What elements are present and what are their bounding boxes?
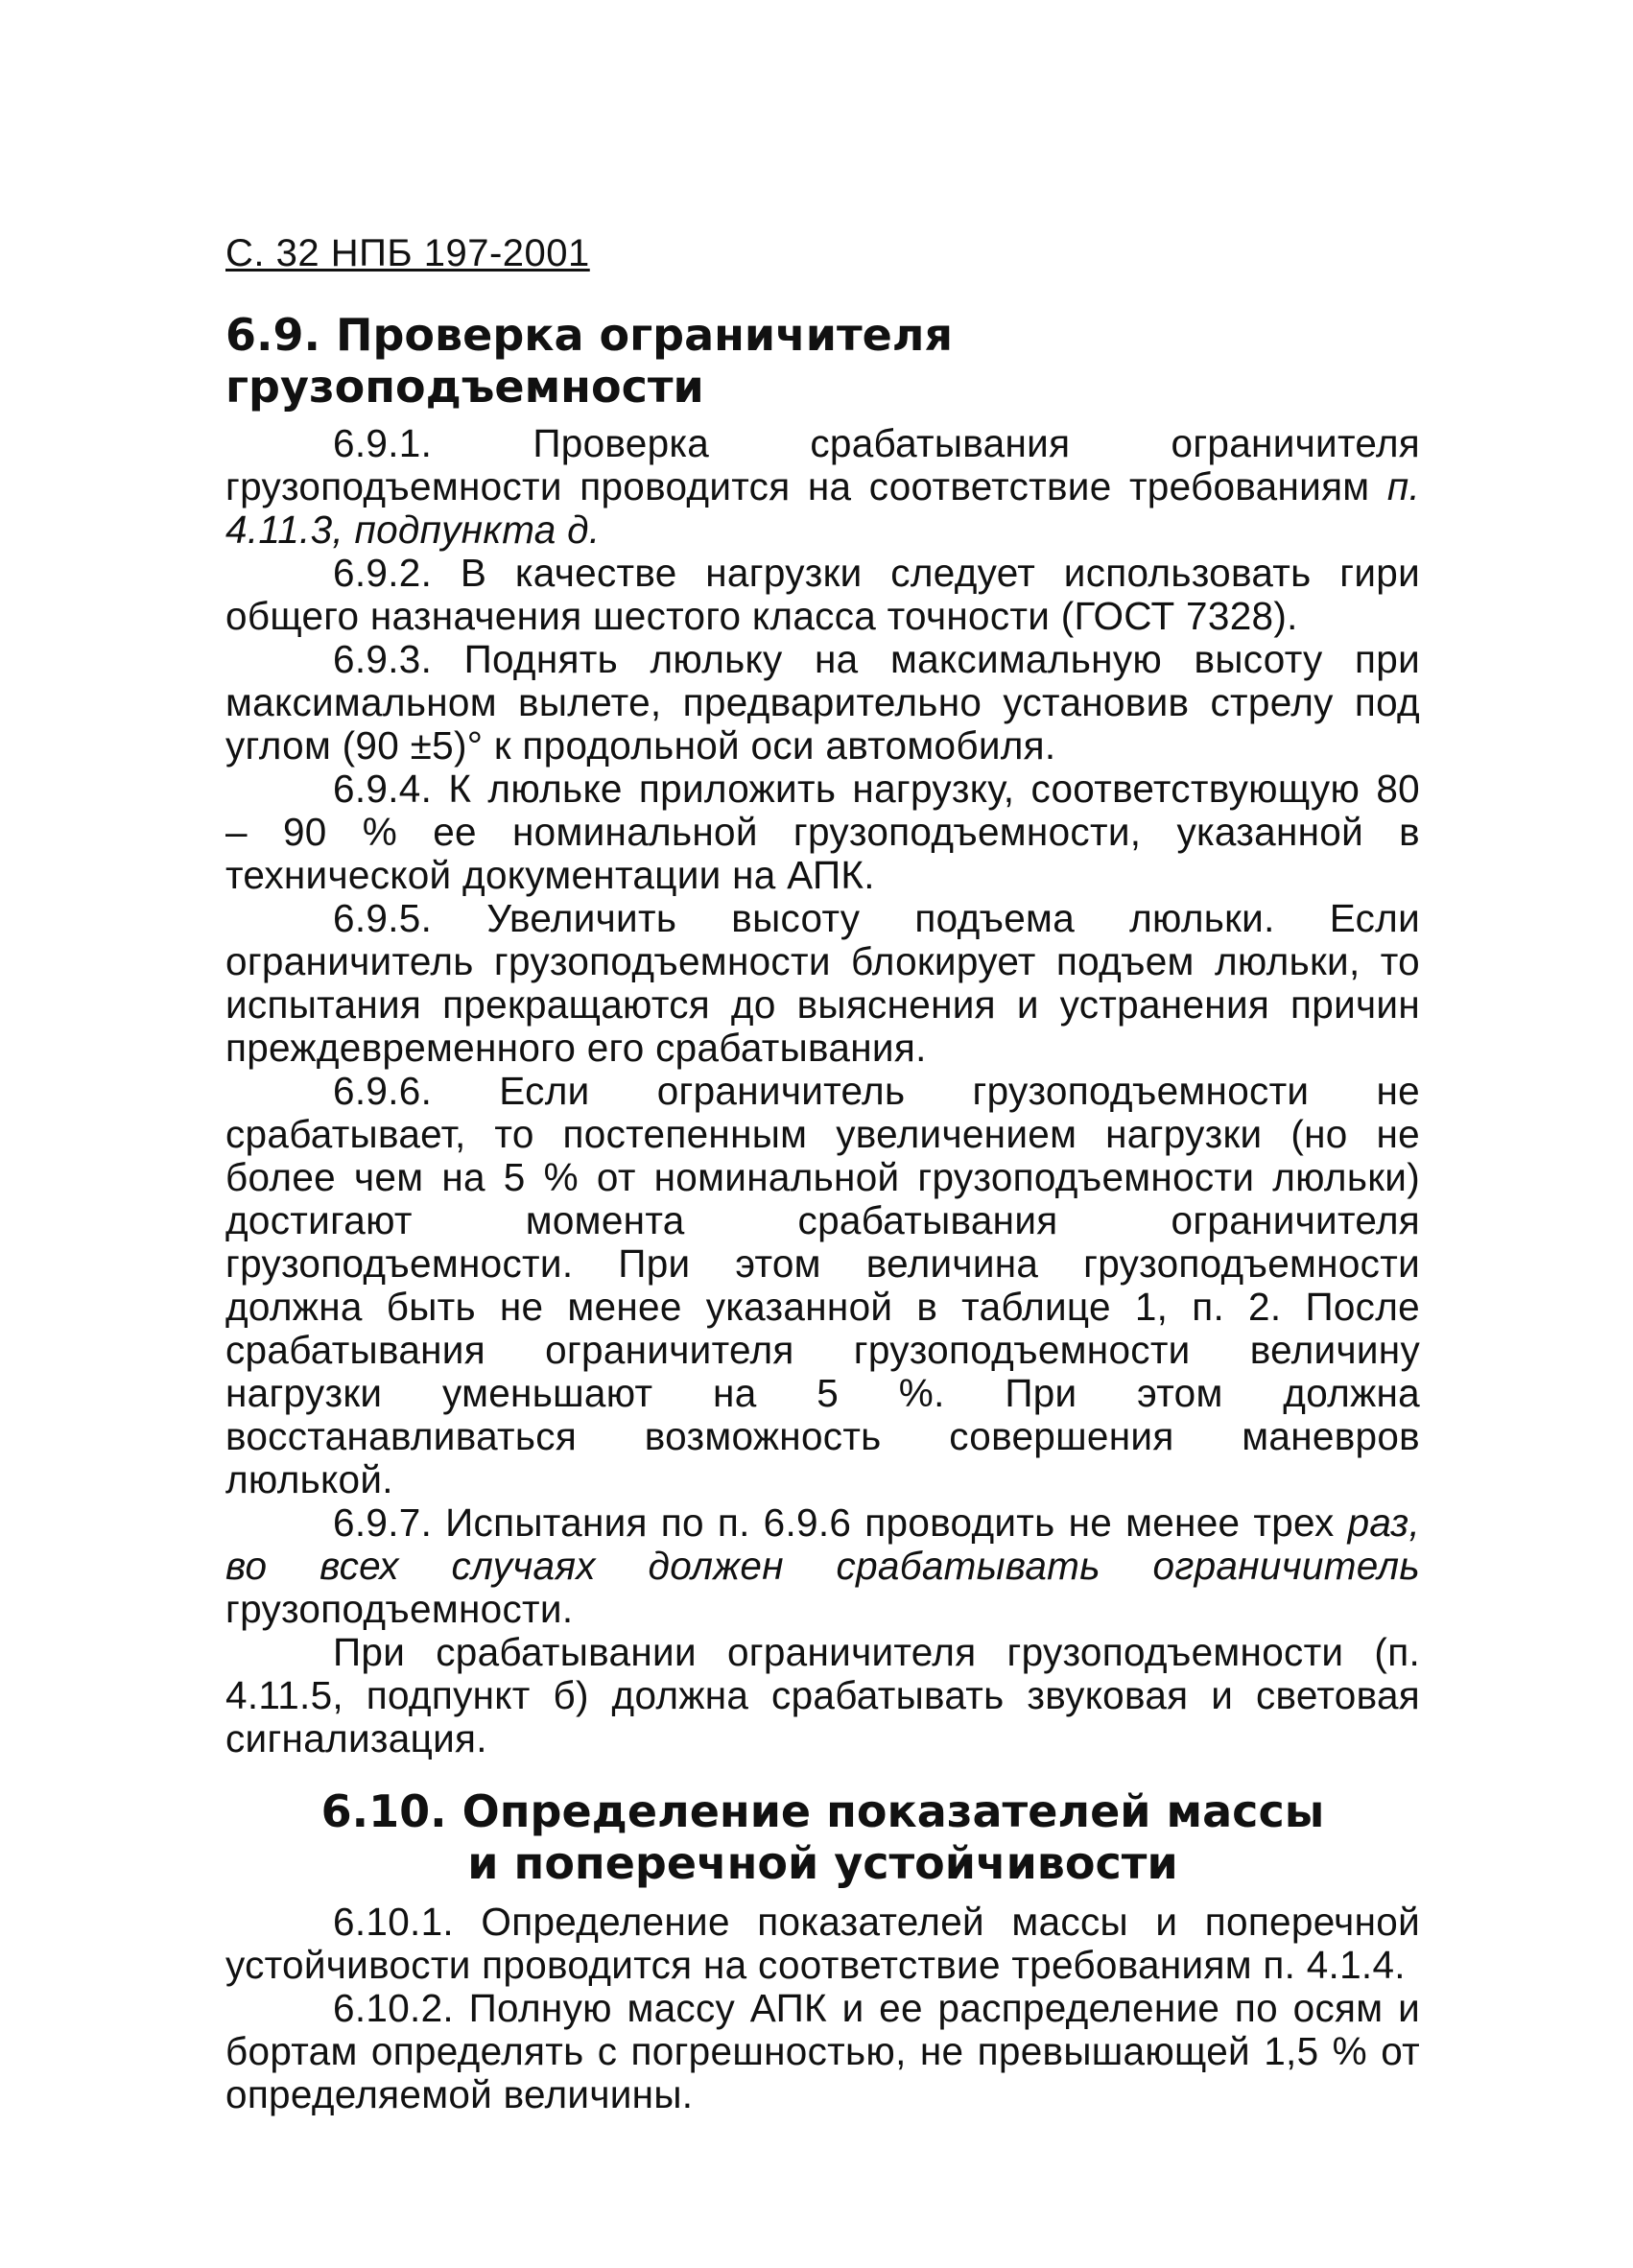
paragraph-6-10-2: 6.10.2. Полную массу АПК и ее распределение по осям и бортам определять с погрешностью, не превышающей 1,5 % от определяемой величины. — [225, 1986, 1420, 2116]
paragraph-6-9-2: 6.9.2. В качестве нагрузки следует использовать гири общего назначения шестого класса точности (ГОСТ 7328). — [225, 551, 1420, 638]
document-page — [225, 230, 1420, 2116]
paragraph-6-9-7-end: грузоподъемности. — [225, 1587, 574, 1631]
section-heading-6-10 — [225, 1785, 1420, 1889]
section-heading-6-10-line2: и поперечной устойчивости — [467, 1837, 1178, 1889]
paragraph-6-9-7-text: 6.9.7. Испытания по п. 6.9.6 проводить не менее трех — [333, 1500, 1348, 1545]
paragraph-signalization: При срабатывании ограничителя грузоподъемности (п. 4.11.5, подпункт б) должна срабатывать звуковая и световая сигнализация. — [225, 1630, 1420, 1760]
paragraph-6-9-3: 6.9.3. Поднять люльку на максимальную высоту при максимальном вылете, предварительно установив стрелу под углом (90 ±5)° к продольной оси автомобиля. — [225, 637, 1420, 768]
paragraph-6-9-7-italic: раз, во всех случаях должен срабатывать ограничитель — [225, 1500, 1420, 1588]
paragraph-6-9-1 — [225, 422, 1420, 552]
paragraph-6-9-7 — [225, 1501, 1420, 1631]
section-heading-6-10-line1: 6.10. Определение показателей массы — [320, 1785, 1325, 1837]
paragraph-6-9-6: 6.9.6. Если ограничитель грузоподъемности не срабатывает, то постепенным увеличением нагрузки (но не более чем на 5 % от номинальной грузоподъемности люльки) достигают момента срабатывания ограничителя грузоподъемности. При этом величина грузоподъемности должна быть не менее указанной в таблице 1, п. 2. После срабатывания ограничителя грузоподъемности величину нагрузки уменьшают на 5 %. При этом должна восстанавливаться возможность совершения маневров люлькой. — [225, 1069, 1420, 1501]
paragraph-6-9-1-text: 6.9.1. Проверка срабатывания ограничителя грузоподъемности проводится на соответствие требованиям — [225, 421, 1420, 508]
section-heading-6-9: 6.9. Проверка ограничителя грузоподъемности — [225, 309, 954, 413]
paragraph-6-9-1-reference: п. 4.11.3, подпункта д. — [225, 464, 1420, 552]
paragraph-6-10-1: 6.10.1. Определение показателей массы и поперечной устойчивости проводится на соответствие требованиям п. 4.1.4. — [225, 1900, 1420, 1987]
paragraph-6-9-5: 6.9.5. Увеличить высоту подъема люльки. Если ограничитель грузоподъемности блокирует подъем люльки, то испытания прекращаются до выяснения и устранения причин преждевременного его срабатывания. — [225, 896, 1420, 1070]
paragraph-6-9-4: 6.9.4. К люльке приложить нагрузку, соответствующую 80 – 90 % ее номинальной грузоподъемности, указанной в технической документации на АПК. — [225, 767, 1420, 897]
running-head: С. 32 НПБ 197-2001 — [225, 232, 590, 274]
